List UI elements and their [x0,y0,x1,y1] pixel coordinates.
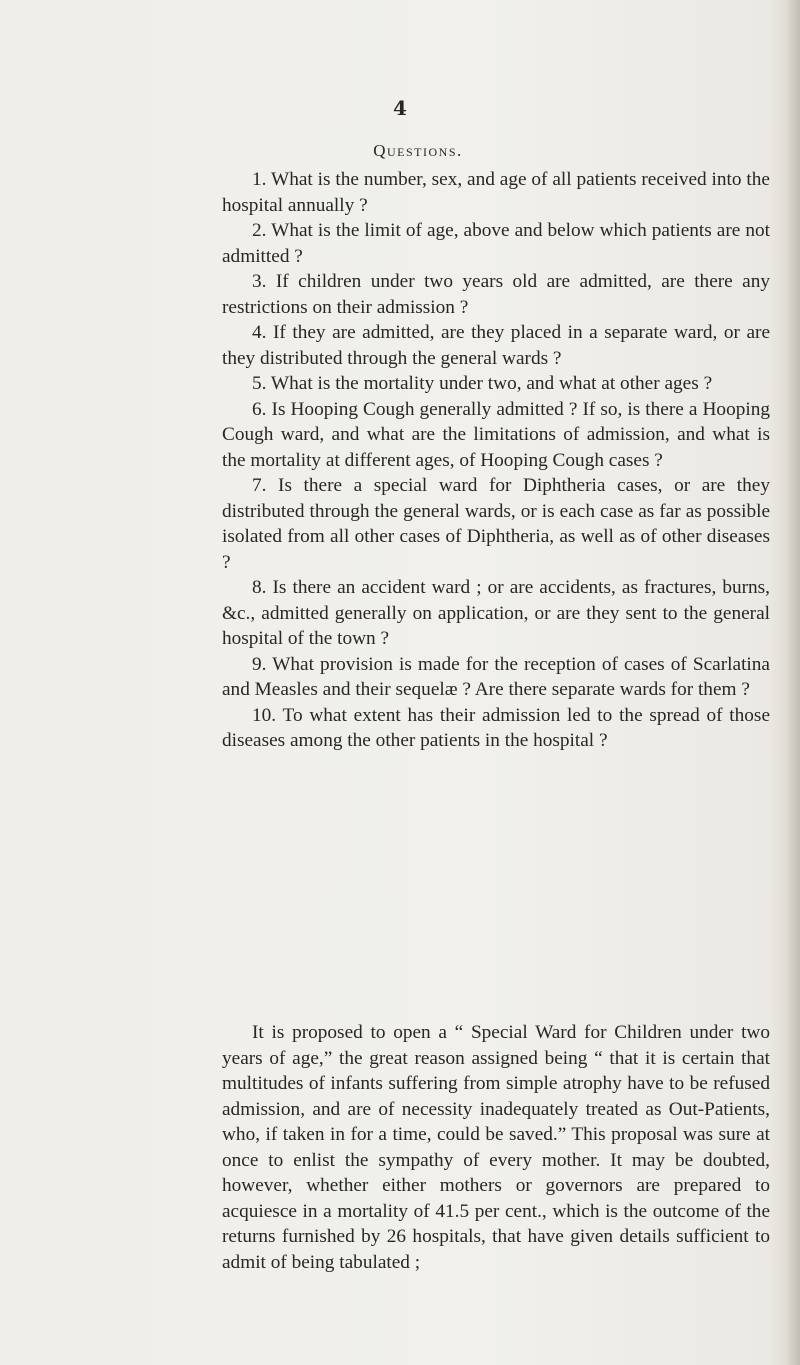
question-8: 8. Is there an accident ward ; or are accidents, as fractures, burns, &c., admitted generally on application, or are they sent to the general hospital of the town ? [222,577,770,649]
question-7: 7. Is there a special ward for Diphtheria cases, or are they distributed through the general wards, or is each case as far as possible isolated from all other cases of Diphtheria, as well as of other diseases ? [222,475,770,573]
page-number: 4 [393,96,407,120]
question-1: 1. What is the number, sex, and age of all patients received into the hospital annually ? [222,169,770,216]
question-10: 10. To what extent has their admission led to the spread of those diseases among the other patients in the hospital ? [222,704,770,751]
body-paragraph: It is proposed to open a “ Special Ward for Children under two years of age,” the great reason assigned being “ that it is certain that multitudes of infants suffering from simple atrophy have to be refused admission, and are of necessity inadequately treated as Out-Patients, who, if taken in for a time, could be saved.” This proposal was sure at once to enlist the sympathy of every mother. It may be doubted, however, whether either mothers or governors are prepared to acquiesce in a mortality of 41.5 per cent., which is the outcome of the returns furnished by 26 hospitals, that have given details sufficient to admit of being tabulated ; [222,1022,770,1273]
section-heading: Questions. [373,141,463,160]
question-2: 2. What is the limit of age, above and below which patients are not admitted ? [222,220,770,267]
question-9: 9. What provision is made for the reception of cases of Scarlatina and Measles and their sequelæ ? Are there separate wards for them ? [222,653,770,700]
question-6: 6. Is Hooping Cough generally admitted ? If so, is there a Hooping Cough ward, and what are the limitations of admission, and what is the mortality at different ages, of Hooping Cough cases ? [222,398,770,471]
questions-list [222,167,770,754]
question-3: 3. If children under two years old are admitted, are there any restrictions on their admission ? [222,271,770,318]
page-edge-shadow [786,0,800,1365]
question-4: 4. If they are admitted, are they placed in a separate ward, or are they distributed through the general wards ? [222,322,770,369]
question-5: 5. What is the mortality under two, and what at other ages ? [252,373,713,394]
